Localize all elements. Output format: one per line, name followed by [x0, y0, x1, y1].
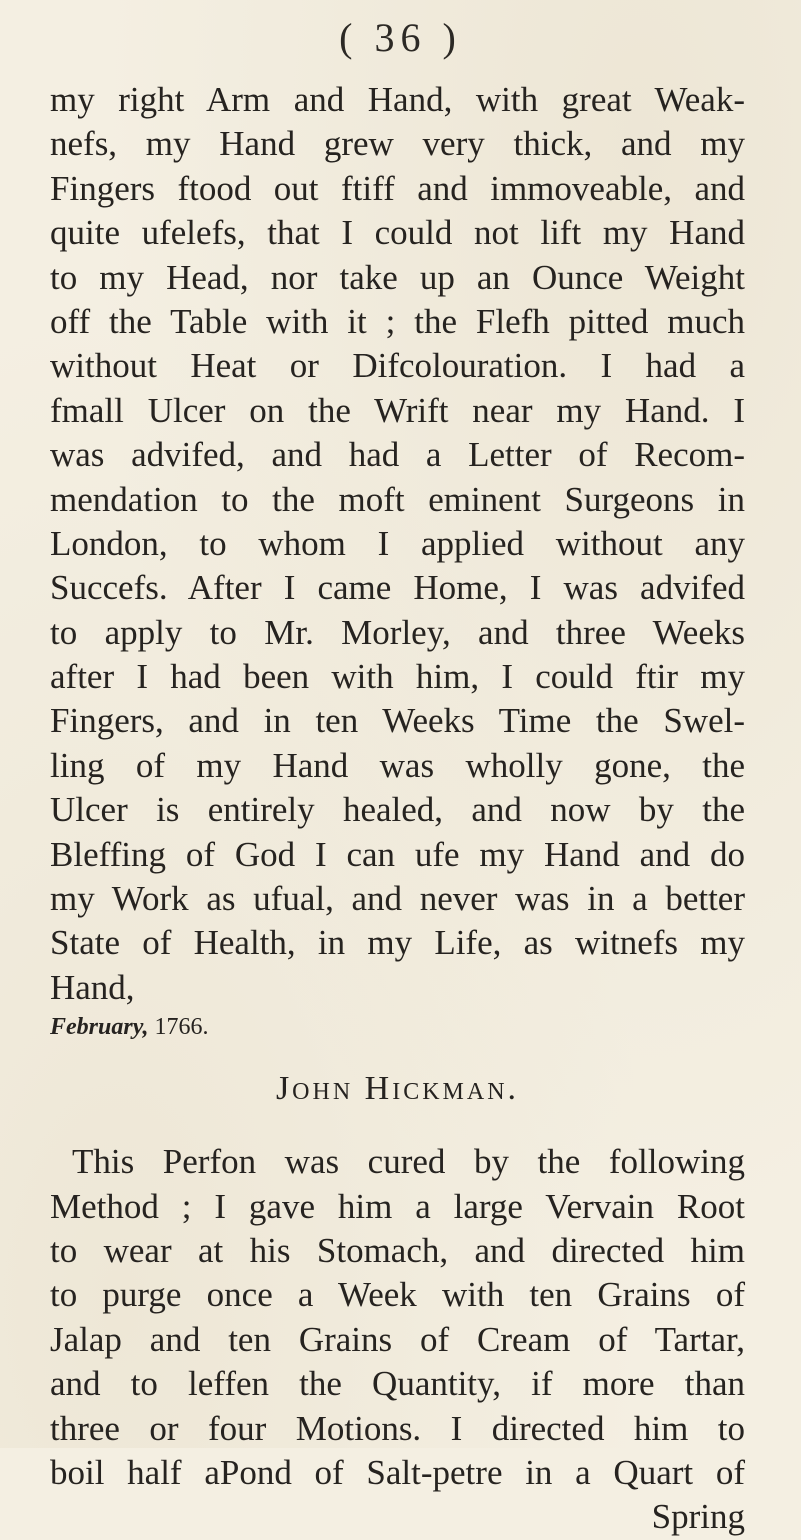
text-line: nefs, my Hand grew very thick, and my [50, 124, 745, 164]
text-line: ling of my Hand was wholly gone, the [50, 745, 745, 785]
page-body [50, 78, 745, 1540]
text-line: Fingers ftood out ftiff and immoveable, and [50, 168, 745, 208]
text-line: fmall Ulcer on the Wrift near my Hand. I [50, 390, 745, 430]
text-line: and to leffen the Quantity, if more than [50, 1364, 745, 1404]
page-number: ( 36 ) [339, 15, 462, 60]
text-line: This Perfon was cured by the following [72, 1142, 745, 1182]
text-line: to my Head, nor take up an Ounce Weight [50, 257, 745, 297]
text-line: State of Health, in my Life, as witnefs my [50, 923, 745, 963]
text-line: Bleffing of God I can ufe my Hand and do [50, 834, 745, 874]
catchword: Spring [651, 1497, 745, 1537]
method-paragraph [50, 1140, 745, 1540]
text-line: Hand, [50, 967, 135, 1007]
text-line: Method ; I gave him a large Vervain Root [50, 1186, 745, 1226]
signature: John Hickman. [275, 1070, 520, 1108]
text-line: after I had been with him, I could ftir my [50, 657, 745, 697]
text-line: to purge once a Week with ten Grains of [50, 1275, 745, 1315]
text-line: to wear at his Stomach, and directed him [50, 1230, 745, 1270]
text-line: boil half aPond of Salt-petre in a Quart of [50, 1452, 745, 1492]
date-month: February, [50, 1014, 149, 1041]
testimony-paragraph [50, 78, 745, 1010]
text-line: was advifed, and had a Letter of Recom- [50, 435, 745, 475]
text-line: my Work as ufual, and never was in a better [50, 879, 745, 919]
text-line: Jalap and ten Grains of Cream of Tartar, [50, 1319, 745, 1359]
text-line: Ulcer is entirely healed, and now by the [50, 790, 745, 830]
text-line: London, to whom I applied without any [50, 523, 745, 563]
text-line: mendation to the moft eminent Surgeons in [50, 479, 745, 519]
text-line: Fingers, and in ten Weeks Time the Swel- [50, 701, 745, 741]
text-line: without Heat or Difcolouration. I had a [50, 346, 745, 386]
text-line: Succefs. After I came Home, I was advifed [50, 568, 745, 608]
text-line: quite ufelefs, that I could not lift my Hand [50, 213, 745, 253]
text-line: off the Table with it ; the Flefh pitted much [50, 301, 745, 341]
text-line: three or four Motions. I directed him to [50, 1408, 745, 1448]
text-line: to apply to Mr. Morley, and three Weeks [50, 612, 745, 652]
date-year: 1766. [154, 1014, 209, 1041]
dateline [50, 1010, 745, 1050]
text-line: my right Arm and Hand, with great Weak- [50, 80, 745, 119]
